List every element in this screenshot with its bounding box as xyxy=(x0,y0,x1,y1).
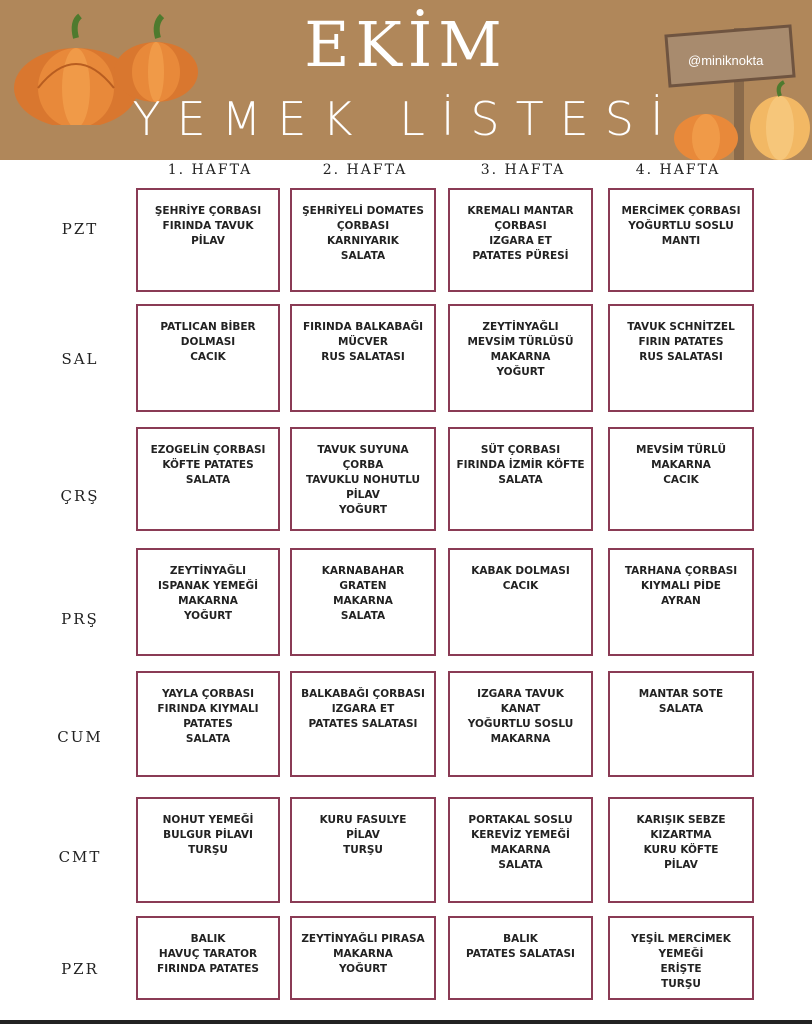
menu-cell: BALIK HAVUÇ TARATOR FIRINDA PATATES xyxy=(136,916,280,1000)
bottom-divider xyxy=(0,1020,812,1024)
menu-cell: KABAK DOLMASI CACIK xyxy=(448,548,593,656)
menu-cell: ZEYTİNYAĞLI PIRASA MAKARNA YOĞURT xyxy=(290,916,436,1000)
menu-cell: TARHANA ÇORBASI KIYMALI PİDE AYRAN xyxy=(608,548,754,656)
header-band xyxy=(0,0,812,160)
day-label: CUM xyxy=(57,728,103,746)
menu-cell: EZOGELİN ÇORBASI KÖFTE PATATES SALATA xyxy=(136,427,280,531)
page-title: EKİM xyxy=(304,8,508,81)
social-handle: @miniknokta xyxy=(688,53,764,68)
menu-cell: KARIŞIK SEBZE KIZARTMA KURU KÖFTE PİLAV xyxy=(608,797,754,903)
week-header-3: 3. HAFTA xyxy=(480,162,566,178)
menu-cell: TAVUK SCHNİTZEL FIRIN PATATES RUS SALATASI xyxy=(608,304,754,412)
menu-cell: FIRINDA BALKABAĞI MÜCVER RUS SALATASI xyxy=(290,304,436,412)
menu-cell: PORTAKAL SOSLU KEREVİZ YEMEĞİ MAKARNA SALATA xyxy=(448,797,593,903)
week-header-2: 2. HAFTA xyxy=(322,162,408,178)
menu-cell: NOHUT YEMEĞİ BULGUR PİLAVI TURŞU xyxy=(136,797,280,903)
day-label: PRŞ xyxy=(61,610,99,628)
day-label: PZT xyxy=(61,220,99,238)
menu-cell: KARNABAHAR GRATEN MAKARNA SALATA xyxy=(290,548,436,656)
menu-cell: TAVUK SUYUNA ÇORBA TAVUKLU NOHUTLU PİLAV YOĞURT xyxy=(290,427,436,531)
day-label: PZR xyxy=(61,960,99,978)
week-header-1: 1. HAFTA xyxy=(167,162,253,178)
menu-cell: YAYLA ÇORBASI FIRINDA KIYMALI PATATES SALATA xyxy=(136,671,280,777)
day-label: SAL xyxy=(61,350,99,368)
menu-cell: ZEYTİNYAĞLI MEVSİM TÜRLÜSÜ MAKARNA YOĞURT xyxy=(448,304,593,412)
menu-cell: MANTAR SOTE SALATA xyxy=(608,671,754,777)
menu-cell: KREMALI MANTAR ÇORBASI IZGARA ET PATATES PÜRESİ xyxy=(448,188,593,292)
week-header-4: 4. HAFTA xyxy=(635,162,721,178)
menu-cell: ZEYTİNYAĞLI ISPANAK YEMEĞİ MAKARNA YOĞURT xyxy=(136,548,280,656)
menu-cell: BALIK PATATES SALATASI xyxy=(448,916,593,1000)
page-subtitle: YEMEK LİSTESİ xyxy=(132,92,680,146)
menu-cell: MEVSİM TÜRLÜ MAKARNA CACIK xyxy=(608,427,754,531)
day-label: ÇRŞ xyxy=(60,487,100,505)
menu-cell: SÜT ÇORBASI FIRINDA İZMİR KÖFTE SALATA xyxy=(448,427,593,531)
menu-cell: MERCİMEK ÇORBASI YOĞURTLU SOSLU MANTI xyxy=(608,188,754,292)
menu-cell: BALKABAĞI ÇORBASI IZGARA ET PATATES SALATASI xyxy=(290,671,436,777)
menu-cell: KURU FASULYE PİLAV TURŞU xyxy=(290,797,436,903)
menu-cell: ŞEHRİYE ÇORBASI FIRINDA TAVUK PİLAV xyxy=(136,188,280,292)
day-label: CMT xyxy=(58,848,102,866)
menu-cell: IZGARA TAVUK KANAT YOĞURTLU SOSLU MAKARNA xyxy=(448,671,593,777)
menu-cell: ŞEHRİYELİ DOMATES ÇORBASI KARNIYARIK SALATA xyxy=(290,188,436,292)
menu-cell: PATLICAN BİBER DOLMASI CACIK xyxy=(136,304,280,412)
menu-cell: YEŞİL MERCİMEK YEMEĞİ ERİŞTE TURŞU xyxy=(608,916,754,1000)
